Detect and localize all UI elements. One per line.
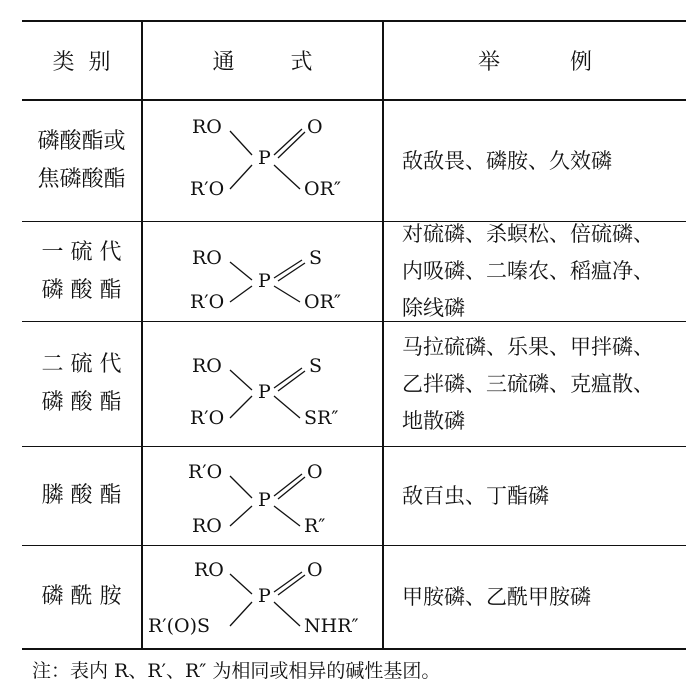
formula-top-left: RO <box>194 559 224 581</box>
formula-top-left: RO <box>192 247 222 269</box>
table-footnote: 注：表内 R、R′、R″ 为相同或相异的碱性基团。 <box>32 660 441 682</box>
formula-bottom-right: R″ <box>304 515 326 537</box>
category-cell <box>22 101 141 221</box>
example-text: 甲胺磷、乙酰甲胺磷 <box>402 584 591 609</box>
example-cell <box>384 101 686 221</box>
header-category <box>22 22 141 99</box>
formula-top-right: O <box>307 559 323 581</box>
header-example-text: 举 例 <box>478 50 592 75</box>
category-text: 磷酸酯或 焦磷酸酯 <box>37 129 126 192</box>
column-divider <box>141 20 143 650</box>
formula-diagram <box>162 452 372 544</box>
general-formula <box>148 550 378 648</box>
example-cell <box>384 447 686 545</box>
formula-bottom-left: RO <box>192 515 222 537</box>
formula-center-atom: P <box>258 381 271 403</box>
category-text: 磷 酰 胺 <box>41 584 122 609</box>
general-formula <box>162 452 372 548</box>
example-cell <box>384 322 686 446</box>
formula-diagram <box>162 107 372 213</box>
general-formula <box>162 332 372 442</box>
example-text: 对硫磷、杀螟松、倍硫磷、 内吸磷、二嗪农、稻瘟净、 除线磷 <box>402 222 654 320</box>
general-formula <box>162 107 372 217</box>
formula-bottom-left: R′O <box>190 291 225 313</box>
example-text: 马拉硫磷、乐果、甲拌磷、 乙拌磷、三硫磷、克瘟散、 地散磷 <box>402 334 654 433</box>
general-formula <box>162 220 372 326</box>
header-example <box>384 22 686 99</box>
formula-diagram <box>162 220 372 322</box>
category-text: 二 硫 代 磷 酸 酯 <box>41 352 122 415</box>
formula-top-left: RO <box>192 116 222 138</box>
formula-center-atom: P <box>258 489 271 511</box>
example-cell <box>384 222 686 321</box>
formula-diagram <box>148 550 378 644</box>
organophosphate-table <box>22 20 686 650</box>
formula-top-left: RO <box>192 355 222 377</box>
formula-bottom-right: OR″ <box>304 291 341 313</box>
category-text: 一 硫 代 磷 酸 酯 <box>41 239 122 303</box>
example-text: 敌敌畏、磷胺、久效磷 <box>402 148 612 173</box>
header-formula <box>143 22 382 99</box>
formula-top-left: R′O <box>188 461 223 483</box>
formula-bottom-right: NHR″ <box>304 615 359 637</box>
category-cell <box>22 222 141 321</box>
formula-top-right: O <box>307 461 323 483</box>
table-bottom-rule <box>22 648 686 650</box>
formula-bottom-right: OR″ <box>304 178 341 200</box>
header-category-text: 类 别 <box>52 50 111 75</box>
category-cell <box>22 322 141 446</box>
header-formula-text: 通 式 <box>212 50 313 75</box>
category-cell <box>22 447 141 545</box>
example-text: 敌百虫、丁酯磷 <box>402 483 549 508</box>
formula-center-atom: P <box>258 270 271 292</box>
example-cell <box>384 546 686 648</box>
category-cell <box>22 546 141 648</box>
formula-bottom-left: R′(O)S <box>148 615 211 637</box>
formula-top-right: S <box>309 247 323 269</box>
formula-center-atom: P <box>258 147 271 169</box>
formula-top-right: O <box>307 116 323 138</box>
formula-bottom-left: R′O <box>190 407 225 429</box>
formula-bottom-left: R′O <box>190 178 225 200</box>
formula-diagram <box>162 332 372 438</box>
category-text: 膦 酸 酯 <box>41 483 122 508</box>
formula-top-right: S <box>309 355 323 377</box>
formula-bottom-right: SR″ <box>304 407 339 429</box>
formula-center-atom: P <box>258 585 271 607</box>
